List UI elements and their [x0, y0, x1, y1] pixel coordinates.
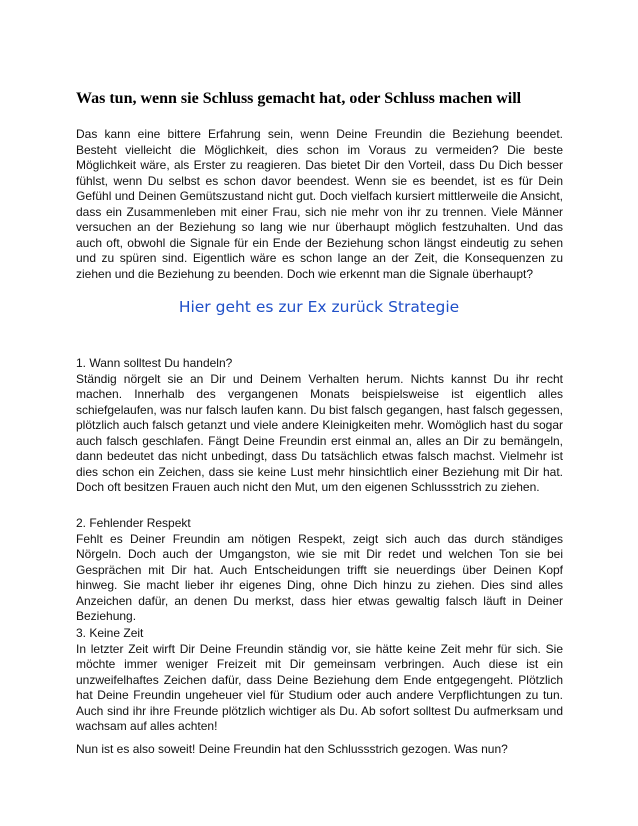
section-heading: 3. Keine Zeit	[76, 626, 144, 640]
section-when-to-act	[76, 356, 563, 496]
document-title: Was tun, wenn sie Schluss gemacht hat, oder Schluss machen will	[76, 90, 522, 107]
intro-paragraph: Das kann eine bittere Erfahrung sein, wenn Deine Freundin die Beziehung beendet. Besteht vielleicht die Möglichkeit, dies schon im Voraus zu vermeiden? Die beste Möglichkeit wäre, als Erster zu reagieren. Das bietet Dir den Vorteil, dass Du Dich besser fühlst, wenn Du selbst es schon davor beendest. Wenn sie es beendet, ist es für Dein Gefühl und Deinen Gemütszustand nicht gut. Doch vielfach kursiert mittlerweile die Ansicht, dass ein Zusammenleben mit einer Frau, sich nie mehr von ihr zu trennen. Viele Männer versuchen an der Beziehung so lang wie nur überhaupt möglich festzuhalten. Und das auch oft, obwohl die Signale für ein Ende der Beziehung schon längst eindeutig zu sehen und zu spüren sind. Eigentlich wäre es schon lange an der Zeit, die Konsequenzen zu ziehen und die Beziehung zu beenden. Doch wie erkennt man die Signale überhaupt?	[76, 127, 563, 281]
section-no-time	[76, 626, 563, 735]
section-heading: 1. Wann solltest Du handeln?	[76, 356, 233, 370]
section-missing-respect	[76, 516, 563, 625]
section-body: Fehlt es Deiner Freundin am nötigen Respekt, zeigt sich auch das durch ständiges Nörgeln. Doch auch der Umgangston, wie sie mit Dir redet und welchen Ton sie bei Gesprächen mit Dir hat. Auch Entscheidungen trifft sie neuerdings über Deinen Kopf hinweg. Sie macht lieber ihr eigenes Ding, ohne Dich hinzu zu ziehen. Dies sind alles Anzeichen dafür, an denen Du merkst, dass hier etwas gewaltig falsch läuft in Deiner Beziehung.	[76, 531, 563, 623]
section-body: In letzter Zeit wirft Dir Deine Freundin ständig vor, sie hätte keine Zeit mehr für sich. Sie möchte immer weniger Freizeit mit Dir gemeinsam verbringen. Auch diese ist ein unzweifelhaftes Zeichen dafür, dass Deine Beziehung dem Ende entgegengeht. Plötzlich hat Deine Freundin ungeheuer viel für Studium oder auch andere Verpflichtungen zu tun. Auch sind ihr ihre Freunde plötzlich wichtiger als Du. Ab sofort solltest Du aufmerksam und wachsam auf alles achten!	[76, 641, 563, 733]
section-body: Ständig nörgelt sie an Dir und Deinem Verhalten herum. Nichts kannst Du ihr recht machen. Innerhalb des vergangenen Monats beispielsweise ist eigentlich alles schiefgelaufen, was nur falsch laufen kann. Du bist falsch gegangen, hast falsch gegessen, plötzlich auch falsch getanzt und viele andere Kleinigkeiten mehr. Womöglich hast du sogar auch falsch geschlafen. Fängt Deine Freundin erst einmal an, alles an Dir zu bemängeln, dann bedeutet das nicht unbedingt, dass Du tatsächlich etwas falsch machst. Vielmehr ist dies schon ein Zeichen, dass sie keine Lust mehr hinsichtlich einer Beziehung mit Dir hat. Doch oft besitzen Frauen auch nicht den Mut, um den eigenen Schlussstrich zu ziehen.	[76, 371, 563, 494]
closing-paragraph: Nun ist es also soweit! Deine Freundin hat den Schlussstrich gezogen. Was nun?	[76, 742, 508, 756]
section-heading: 2. Fehlender Respekt	[76, 516, 191, 530]
strategy-link[interactable]: Hier geht es zur Ex zurück Strategie	[178, 298, 460, 316]
